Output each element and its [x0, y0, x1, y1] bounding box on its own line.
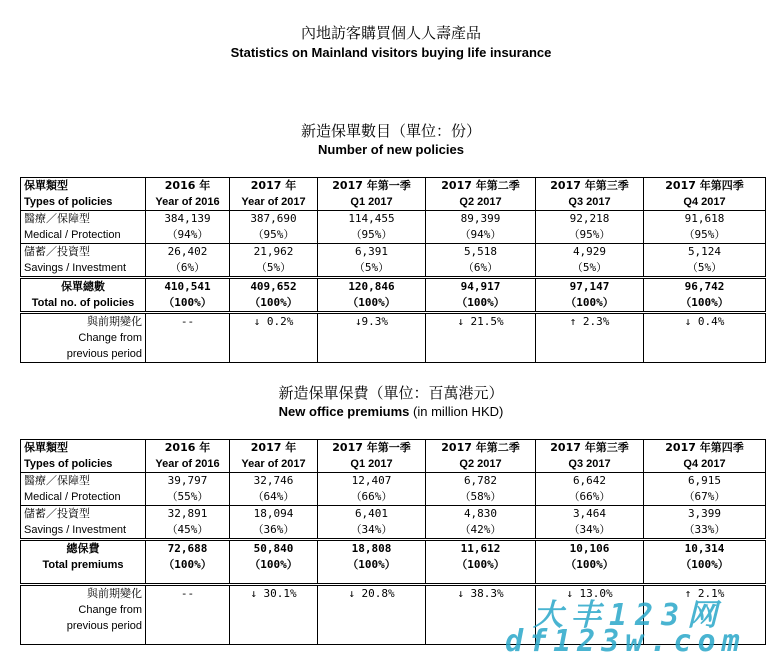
table-cell: 18,094 （36%）	[230, 506, 318, 540]
table-row	[21, 211, 766, 244]
table-cell: 72,688 （100%）	[146, 540, 230, 585]
table-cell: 21,962 （5%）	[230, 244, 318, 278]
table-header-row	[21, 440, 766, 473]
table-cell: 3,399 （33%）	[644, 506, 766, 540]
table-cell: 91,618 （95%）	[644, 211, 766, 244]
row-label: 儲蓄／投資型 Savings / Investment	[21, 506, 146, 540]
column-header: 2017 年第二季 Q2 2017	[426, 440, 536, 473]
table-cell: ↑ 2.3%	[536, 313, 644, 363]
column-header: 2017 年第四季 Q4 2017	[644, 178, 766, 211]
table-row	[21, 244, 766, 278]
table-cell: 94,917 （100%）	[426, 278, 536, 313]
table-cell: 18,808 （100%）	[318, 540, 426, 585]
column-header: 2017 年第三季 Q3 2017	[536, 440, 644, 473]
column-header: 2017 年第一季 Q1 2017	[318, 440, 426, 473]
column-header: 保單類型 Types of policies	[21, 440, 146, 473]
table-cell: 89,399 （94%）	[426, 211, 536, 244]
table-cell: 11,612 （100%）	[426, 540, 536, 585]
table2-title-en: New office premiums (in million HKD)	[278, 404, 504, 419]
row-label: 儲蓄／投資型 Savings / Investment	[21, 244, 146, 278]
table-cell: ↓ 20.8%	[318, 585, 426, 645]
column-header: 2017 年第二季 Q2 2017	[426, 178, 536, 211]
table-cell: 96,742 （100%）	[644, 278, 766, 313]
watermark-line-1: 大丰123网	[533, 598, 726, 633]
table-cell: ↓ 30.1%	[230, 585, 318, 645]
table-cell: 410,541 （100%）	[146, 278, 230, 313]
table-cell: 10,314 （100%）	[644, 540, 766, 585]
column-header: 2017 年第三季 Q3 2017	[536, 178, 644, 211]
table-cell: ↓ 0.2%	[230, 313, 318, 363]
table-cell: 6,782 （58%）	[426, 473, 536, 506]
column-header: 2017 年 Year of 2017	[230, 440, 318, 473]
table-cell: --	[146, 313, 230, 363]
table-cell: 5,518 （6%）	[426, 244, 536, 278]
table-cell: 32,891 （45%）	[146, 506, 230, 540]
table-cell: ↓9.3%	[318, 313, 426, 363]
table-cell: 10,106 （100%）	[536, 540, 644, 585]
column-header: 2017 年第一季 Q1 2017	[318, 178, 426, 211]
watermark-line-2: df123w.com	[505, 624, 746, 659]
table-row	[21, 506, 766, 540]
table-cell: 409,652 （100%）	[230, 278, 318, 313]
row-label: 醫療／保障型 Medical / Protection	[21, 211, 146, 244]
row-label: 與前期變化 Change from previous period	[21, 313, 146, 363]
table-cell: 32,746 （64%）	[230, 473, 318, 506]
table-cell: 97,147 （100%）	[536, 278, 644, 313]
table-cell: ↓ 21.5%	[426, 313, 536, 363]
table-cell: 6,915 （67%）	[644, 473, 766, 506]
table-cell: 6,642 （66%）	[536, 473, 644, 506]
table-cell: 12,407 （66%）	[318, 473, 426, 506]
table-cell: 6,391 （5%）	[318, 244, 426, 278]
table-cell: 50,840 （100%）	[230, 540, 318, 585]
table1-title-en: Number of new policies	[318, 142, 464, 157]
total-row	[21, 540, 766, 585]
table-row	[21, 473, 766, 506]
page-title-en: Statistics on Mainland visitors buying life insurance	[230, 45, 552, 60]
table-cell: 26,402 （6%）	[146, 244, 230, 278]
change-row	[21, 585, 766, 645]
column-header: 2016 年 Year of 2016	[146, 178, 230, 211]
policies-table	[20, 177, 766, 363]
page-title-zh: 內地訪客購買個人人壽產品	[300, 24, 481, 42]
table-cell: 92,218 （95%）	[536, 211, 644, 244]
table-cell: ↓ 38.3%	[426, 585, 536, 645]
table-cell: 39,797 （55%）	[146, 473, 230, 506]
row-label: 與前期變化 Change from previous period	[21, 585, 146, 645]
total-row	[21, 278, 766, 313]
table-cell: ↑ 2.1%	[644, 585, 766, 645]
table1-title-zh: 新造保單數目（單位：份）	[300, 122, 481, 140]
table-cell: 387,690 （95%）	[230, 211, 318, 244]
column-header: 2017 年 Year of 2017	[230, 178, 318, 211]
table-cell: 3,464 （34%）	[536, 506, 644, 540]
table-cell: 5,124 （5%）	[644, 244, 766, 278]
table-cell: 384,139 （94%）	[146, 211, 230, 244]
table-cell: 114,455 （95%）	[318, 211, 426, 244]
table-cell: ↓ 13.0%	[536, 585, 644, 645]
table-header-row	[21, 178, 766, 211]
row-label: 醫療／保障型 Medical / Protection	[21, 473, 146, 506]
table-cell: ↓ 0.4%	[644, 313, 766, 363]
table-cell: 120,846 （100%）	[318, 278, 426, 313]
table-cell: 6,401 （34%）	[318, 506, 426, 540]
premiums-table	[20, 439, 766, 645]
row-label: 保單總數 Total no. of policies	[21, 278, 146, 313]
table2-title-zh: 新造保單保費（單位：百萬港元）	[278, 384, 504, 402]
row-label: 總保費 Total premiums	[21, 540, 146, 585]
column-header: 2017 年第四季 Q4 2017	[644, 440, 766, 473]
change-row	[21, 313, 766, 363]
table-cell: --	[146, 585, 230, 645]
table-cell: 4,830 （42%）	[426, 506, 536, 540]
table-cell: 4,929 （5%）	[536, 244, 644, 278]
column-header: 保單類型 Types of policies	[21, 178, 146, 211]
column-header: 2016 年 Year of 2016	[146, 440, 230, 473]
